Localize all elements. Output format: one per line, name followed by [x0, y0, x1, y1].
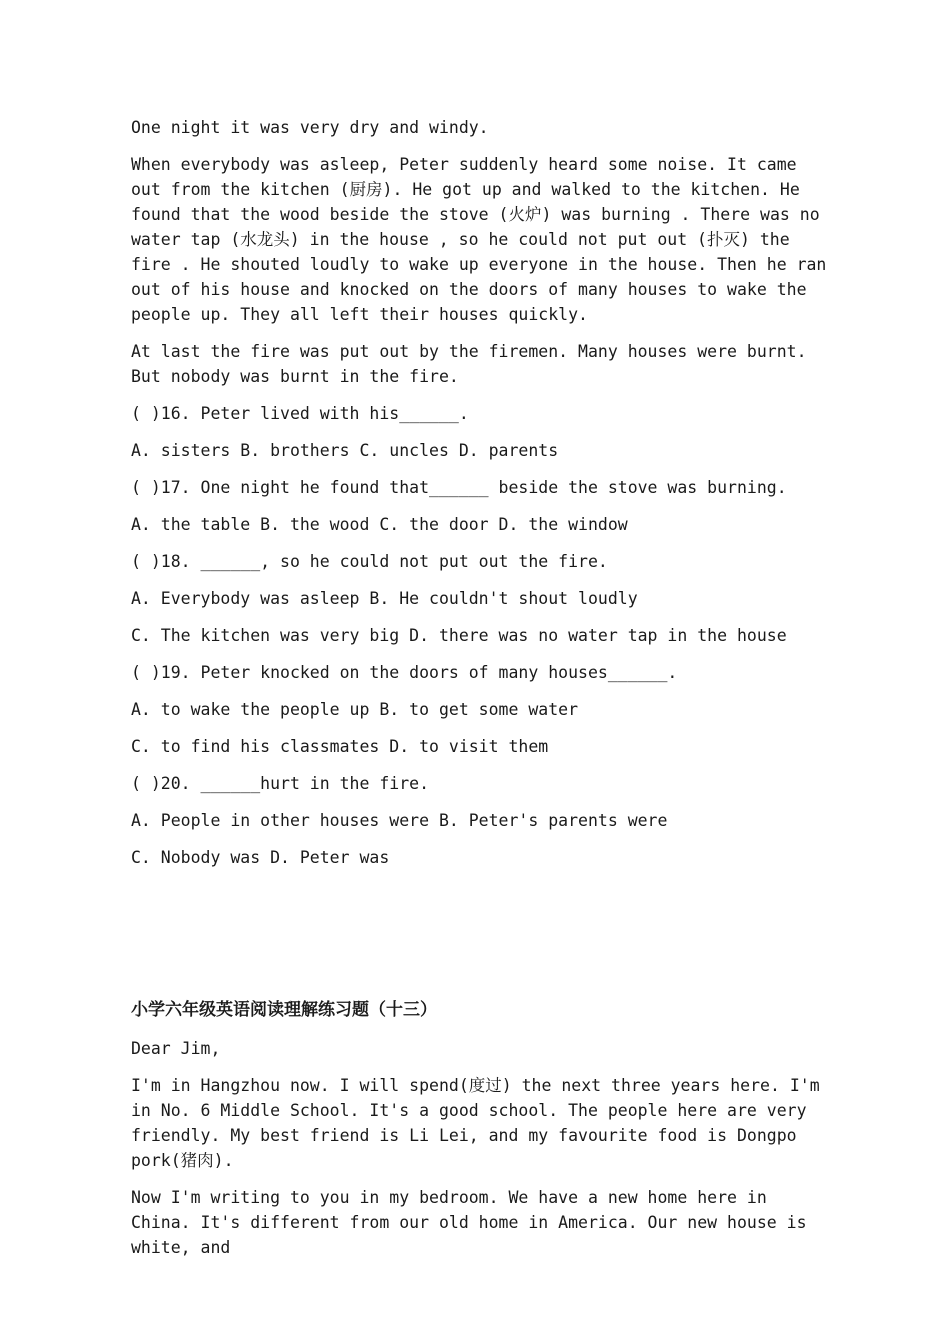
letter-paragraph: Now I'm writing to you in my bedroom. We have a new home here in China. It's different from our old home in America. Our new house is white, and: [131, 1188, 817, 1257]
letter-salutation: Dear Jim,: [131, 1039, 221, 1058]
question-18: ( )18. ______, so he could not put out the fire.: [131, 552, 608, 571]
options-20-ab: A. People in other houses were B. Peter's parents were: [131, 811, 668, 830]
passage-paragraph: One night it was very dry and windy.: [131, 118, 489, 137]
reading-passage-two: [131, 1036, 836, 1272]
section-heading: 小学六年级英语阅读理解练习题（十三）: [131, 1000, 437, 1020]
question-20: ( )20. ______hurt in the fire.: [131, 774, 430, 793]
question-19: ( )19. Peter knocked on the doors of many houses______.: [131, 663, 678, 682]
question-16: ( )16. Peter lived with his______.: [131, 404, 469, 423]
letter-paragraph: I'm in Hangzhou now. I will spend(度过) the next three years here. I'm in No. 6 Middle School. It's a good school. The people here are very friendly. My best friend is Li Lei, and my favourite food is Dongpo pork(猪肉).: [131, 1076, 830, 1170]
options-18-ab: A. Everybody was asleep B. He couldn't shout loudly: [131, 589, 638, 608]
options-19-cd: C. to find his classmates D. to visit them: [131, 737, 549, 756]
passage-paragraph: When everybody was asleep, Peter suddenly heard some noise. It came out from the kitchen (厨房). He got up and walked to the kitchen. He found that the wood beside the stove (火炉) was burning . There was no water tap (水龙头) in the house , so he could not put out (扑灭) the fire . He shouted loudly to wake up everyone in the house. Then he ran out of his house and knocked on the doors of many houses to wake the people up. They all left their houses quickly.: [131, 155, 837, 324]
passage-paragraph: At last the fire was put out by the firemen. Many houses were burnt. But nobody was burnt in the fire.: [131, 342, 817, 386]
options-20-cd: C. Nobody was D. Peter was: [131, 848, 390, 867]
options-16: A. sisters B. brothers C. uncles D. parents: [131, 441, 559, 460]
question-17: ( )17. One night he found that______ beside the stove was burning.: [131, 478, 787, 497]
options-18-cd: C. The kitchen was very big D. there was no water tap in the house: [131, 626, 787, 645]
reading-passage-one: [131, 115, 836, 882]
options-19-ab: A. to wake the people up B. to get some water: [131, 700, 579, 719]
options-17: A. the table B. the wood C. the door D. the window: [131, 515, 628, 534]
